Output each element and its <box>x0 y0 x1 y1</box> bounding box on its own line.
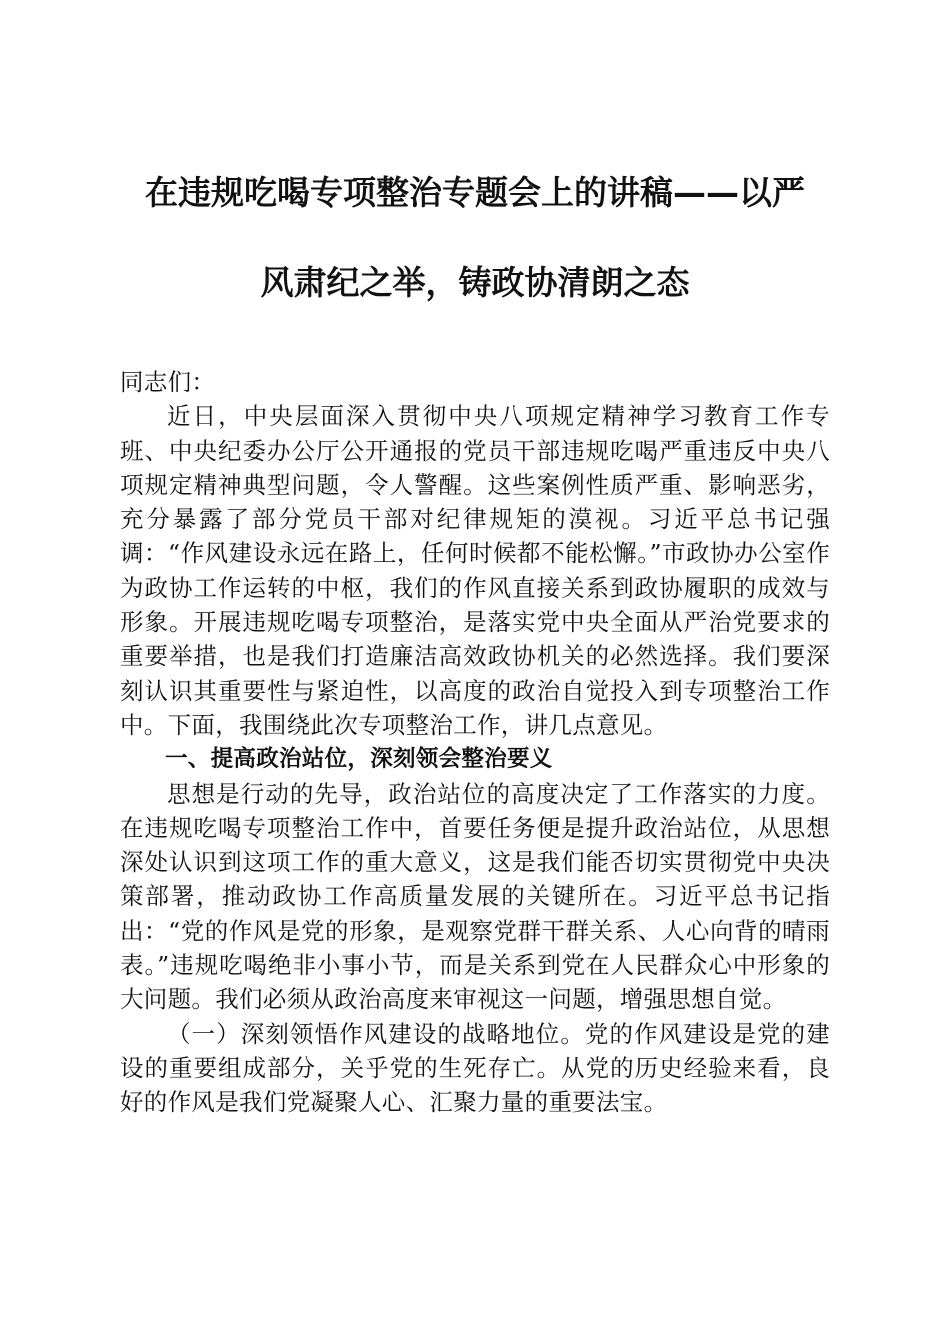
document-body <box>120 365 830 1120</box>
paragraph-section-1: 思想是行动的先导，政治站位的高度决定了工作落实的力度。在违规吃喝专项整治工作中，首要任务便是提升政治站位，从思想深处认识到这项工作的重大意义，这是我们能否切实贯彻党中央决策部署，推动政协工作高质量发展的关键所在。习近平总书记指出：“党的作风是党的形象，是观察党群干群关系、人心向背的晴雨表。”违规吃喝绝非小事小节，而是关系到党在人民群众心中形象的大问题。我们必须从政治高度来审视这一问题，增强思想自觉。 <box>120 779 830 1014</box>
paragraph-intro: 近日，中央层面深入贯彻中央八项规定精神学习教育工作专班、中央纪委办公厅公开通报的党员干部违规吃喝严重违反中央八项规定精神典型问题，令人警醒。这些案例性质严重、影响恶劣，充分暴露了部分党员干部对纪律规矩的漠视。习近平总书记强调：“作风建设永远在路上，任何时候都不能松懈。”市政协办公室作为政协工作运转的中枢，我们的作风直接关系到政协履职的成效与形象。开展违规吃喝专项整治，是落实党中央全面从严治党要求的重要举措，也是我们打造廉洁高效政协机关的必然选择。我们要深刻认识其重要性与紧迫性，以高度的政治自觉投入到专项整治工作中。下面，我围绕此次专项整治工作，讲几点意见。 <box>120 402 830 739</box>
title-line-1: 在违规吃喝专项整治专题会上的讲稿——以严 <box>145 173 805 212</box>
paragraph-subsection-1: （一）深刻领悟作风建设的战略地位。党的作风建设是党的建设的重要组成部分，关乎党的生死存亡。从党的历史经验来看，良好的作风是我们党凝聚人心、汇聚力量的重要法宝。 <box>120 1019 830 1117</box>
title-line-2: 风肃纪之举，铸政协清朗之态 <box>260 263 690 302</box>
document-title <box>110 168 840 308</box>
section-heading-1: 一、提高政治站位，深刻领会整治要义 <box>165 746 553 773</box>
salutation: 同志们： <box>120 368 216 396</box>
